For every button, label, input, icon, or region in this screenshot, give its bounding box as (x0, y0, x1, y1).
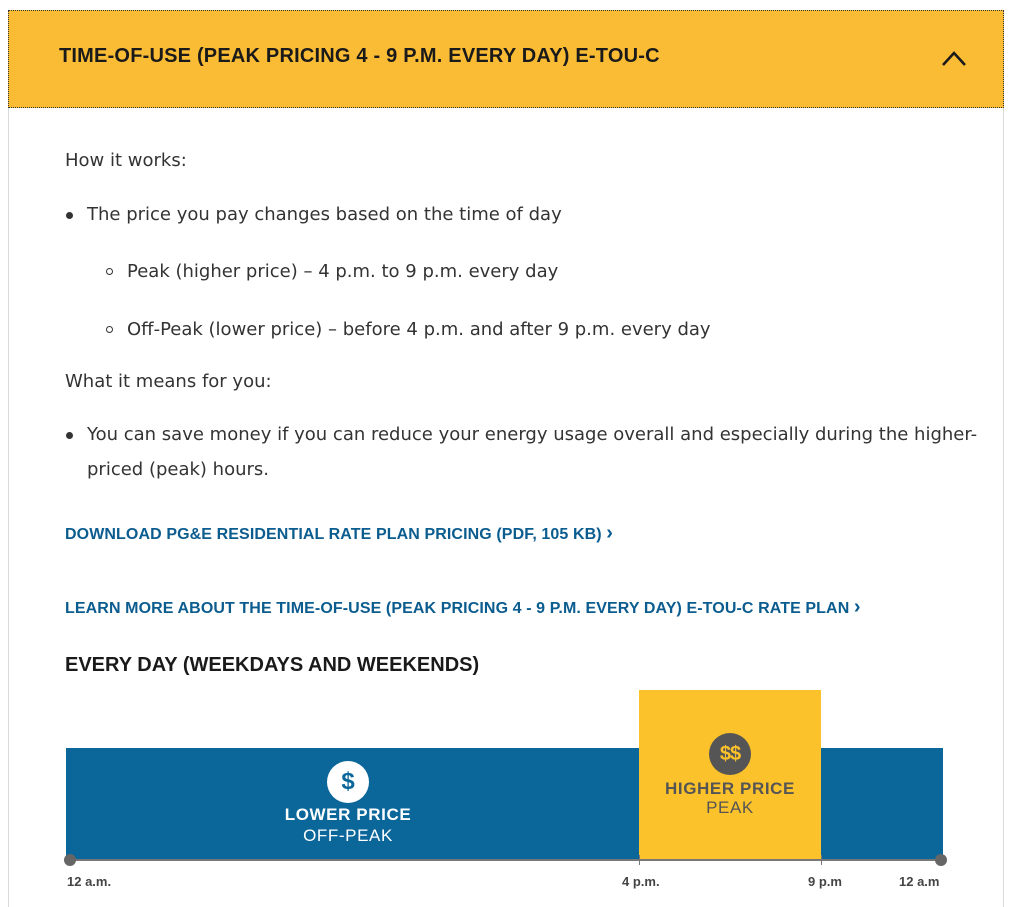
bullet-dot (66, 212, 73, 219)
axis-start-dot (64, 854, 76, 866)
how-it-works-bullet: The price you pay changes based on the time of day (87, 204, 562, 225)
download-pricing-label: DOWNLOAD PG&E RESIDENTIAL RATE PLAN PRICING (PDF, 105 KB) (65, 526, 602, 543)
what-it-means-heading: What it means for you: (65, 371, 272, 392)
chevron-right-icon: › (853, 596, 861, 618)
how-it-works-heading: How it works: (65, 150, 187, 171)
tick-label-12am-start: 12 a.m. (67, 874, 112, 889)
accordion-header[interactable] (8, 10, 1004, 108)
chevron-right-icon: › (606, 522, 614, 544)
tick-label-4pm: 4 p.m. (622, 874, 660, 889)
off-peak-sub-item: Off-Peak (lower price) – before 4 p.m. and after 9 p.m. every day (127, 319, 711, 340)
what-it-means-line2: priced (peak) hours. (87, 459, 269, 480)
double-dollar-icon: $$ (709, 733, 751, 775)
tick-label-9pm: 9 p.m (808, 874, 842, 889)
peak-sub-item: Peak (higher price) – 4 p.m. to 9 p.m. every day (127, 261, 559, 282)
sub-bullet-circle (106, 268, 113, 275)
learn-more-label: LEARN MORE ABOUT THE TIME-OF-USE (PEAK PRICING 4 - 9 P.M. EVERY DAY) E-TOU-C RATE PLAN (65, 600, 850, 617)
download-pricing-link[interactable] (65, 522, 613, 545)
off-peak-title: LOWER PRICE (284, 805, 412, 824)
peak-title: HIGHER PRICE (665, 779, 795, 798)
bullet-dot (66, 432, 73, 439)
schedule-title: EVERY DAY (WEEKDAYS AND WEEKENDS) (65, 654, 480, 676)
axis-end-dot (935, 854, 947, 866)
timeline-axis (70, 859, 940, 861)
accordion-title: TIME-OF-USE (PEAK PRICING 4 - 9 P.M. EVERY DAY) E-TOU-C (59, 45, 660, 67)
peak-subtitle: PEAK (706, 798, 754, 817)
peak-bar (639, 690, 821, 860)
dollar-icon: $ (327, 761, 369, 803)
axis-tick-9pm (821, 855, 822, 865)
tick-label-12am-end: 12 a.m (899, 874, 940, 889)
chevron-up-icon[interactable] (941, 48, 967, 68)
what-it-means-line1: You can save money if you can reduce your energy usage overall and especially during the higher- (87, 424, 978, 445)
learn-more-link[interactable] (65, 596, 861, 619)
sub-bullet-circle (106, 326, 113, 333)
axis-tick-4pm (639, 855, 640, 865)
off-peak-subtitle: OFF-PEAK (303, 826, 393, 845)
